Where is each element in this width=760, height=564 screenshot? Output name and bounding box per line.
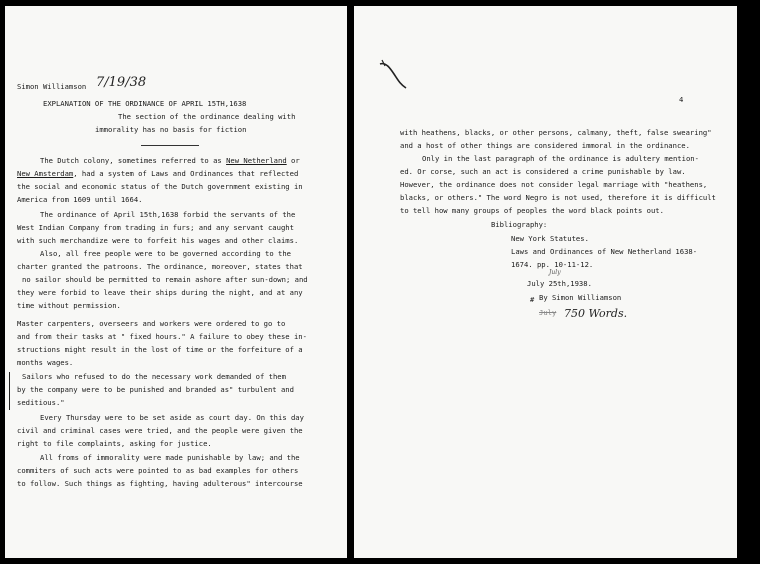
body-line: The ordinance of April 15th,1638 forbid the servants of the [40,210,296,219]
byline: By Simon Williamson [539,293,622,302]
body-line: months wages. [17,358,74,367]
body-line: the social and economic status of the Dutch government existing in [17,182,303,191]
body-line: to tell how many groups of peoples the word black points out. [400,206,664,215]
body-line: to follow. Such things as fighting, having adulterous" intercourse [17,479,303,488]
body-line: with heathens, blacks, or other persons, calmany, theft, false swearing" [400,128,712,137]
handwritten-date-correction: July [549,269,561,276]
body-line: The Dutch colony, sometimes referred to as New Netherland or [40,156,300,165]
body-line: and a host of other things are considered immoral in the ordinance. [400,141,690,150]
body-line: by the company were to be punished and branded as" turbulent and [17,385,294,394]
body-line: All froms of immorality were made punishable by law; and the [40,453,300,462]
signature-date: July 25th,1938. [527,279,592,288]
body-line: no sailor should be permitted to remain ashore after sun-down; and [22,275,308,284]
body-line: seditious." [17,398,65,407]
ink-scribble-icon [376,58,408,94]
body-line: time without permission. [17,301,121,310]
body-line: with such merchandize were to forfeit his wages and other claims. [17,236,299,245]
subtitle-line-2: immorality has no basis for fiction [95,125,247,134]
body-line: Sailors who refused to do the necessary work demanded of them [22,372,286,381]
body-line: blacks, or others." The word Negro is not used, therefore it is difficult [400,193,716,202]
body-line: However, the ordinance does not consider legal marriage with "heathens, [400,180,708,189]
body-line: they were forbid to leave their ships during the night, and at any [17,288,303,297]
handwritten-date: 7/19/38 [96,75,147,90]
body-line: and from their tasks at " fixed hours." A failure to obey these in- [17,332,307,341]
handwritten-word-count: 750 Words. [564,307,628,320]
left-page [5,6,347,558]
author-name: Simon Williamson [17,82,87,91]
body-line: Also, all free people were to be governed according to the [40,249,291,258]
margin-bracket [9,372,10,410]
document-title: EXPLANATION OF THE ORDINANCE OF APRIL 15TH,1638 [43,99,247,108]
body-line: structions might result in the lost of time or the forfeiture of a [17,345,303,354]
body-line: commiters of such acts were pointed to as bad examples for others [17,466,299,475]
body-line: New Amsterdam, had a system of Laws and Ordinances that reflected [17,169,299,178]
body-line: America from 1609 until 1664. [17,195,143,204]
body-line: charter granted the patroons. The ordinance, moreover, states that [17,262,303,271]
bibliography-entry: Laws and Ordinances of New Netherland 1638- [511,247,698,256]
body-line: right to file complaints, asking for justice. [17,439,212,448]
subtitle-line-1: The section of the ordinance dealing with [118,112,296,121]
body-line: West Indian Company from trading in furs; and any servant caught [17,223,294,232]
bibliography-entry: 1674. pp. 10-11-12. [511,260,594,269]
body-line: civil and criminal cases were tried, and the people were given the [17,426,303,435]
margin-mark: # [530,296,535,304]
title-rule [141,145,199,146]
body-line: ed. Or corse, such an act is considered a crime punishable by law. [400,167,686,176]
bibliography-heading: Bibliography: [491,220,548,229]
struck-text: July [539,308,557,317]
body-line: Master carpenters, overseers and workers were ordered to go to [17,319,286,328]
page-number: 4 [679,95,684,104]
body-line: Only in the last paragraph of the ordinance is adultery mention- [422,154,699,163]
body-line: Every Thursday were to be set aside as court day. On this day [40,413,304,422]
right-page [354,6,737,558]
bibliography-entry: New York Statutes. [511,234,589,243]
